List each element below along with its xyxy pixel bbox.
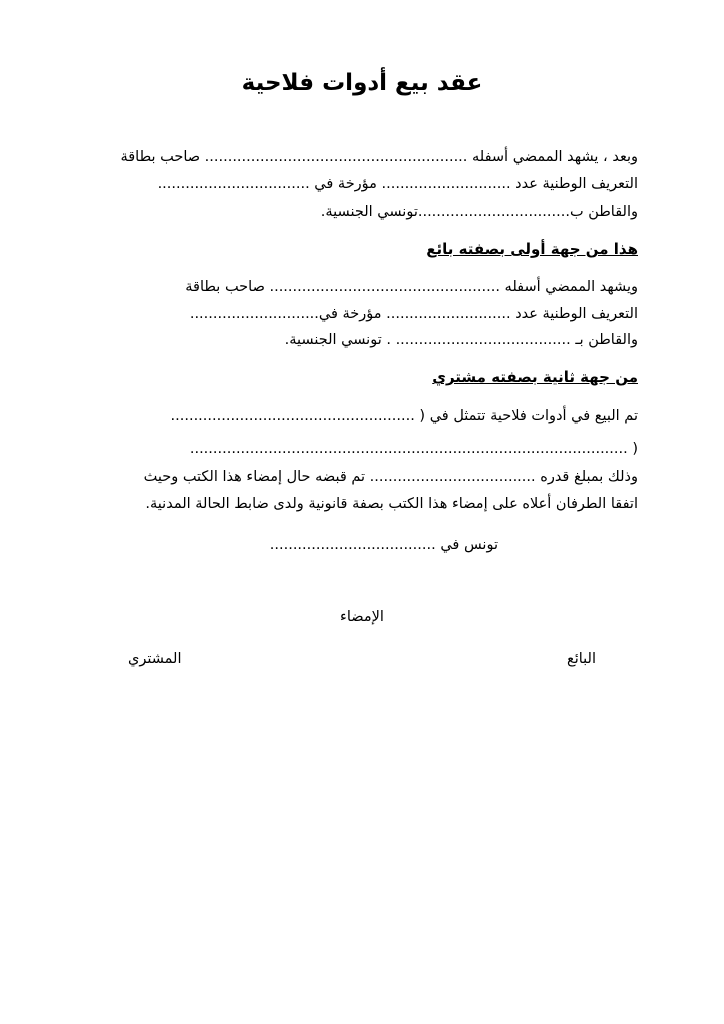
signature-label: الإمضاء: [340, 609, 384, 625]
document-title: عقد بيع أدوات فلاحية: [241, 70, 483, 96]
party1-line1: وبعد ، يشهد الممضي أسفله ......................................................... صاحب بطاقة: [120, 149, 638, 165]
party2-line1: ويشهد الممضي أسفله .................................................. صاحب بطاقة: [185, 279, 638, 295]
party2-line2: التعريف الوطنية عدد ........................... مؤرخة في............................: [189, 306, 638, 322]
sale-line2: ............................................................................................... ): [189, 441, 638, 457]
place-date-line: تونس في ....................................: [269, 537, 498, 553]
sale-line4: اتفقا الطرفان أعلاه على إمضاء هذا الكتب بصفة قانونية ولدى ضابط الحالة المدنية.: [145, 496, 638, 512]
buyer-signature-label: المشتري: [128, 651, 182, 667]
seller-heading: هذا من جهة أولى بصفته بائع: [426, 240, 638, 258]
party1-line3: والقاطن ب.................................تونسي الجنسية.: [320, 204, 638, 220]
buyer-heading: من جهة ثانية بصفته مشتري: [432, 368, 638, 386]
sale-line3: وذلك بمبلغ قدره .................................... تم قبضه حال إمضاء هذا الكتب وحيث: [143, 469, 638, 485]
party1-line2: التعريف الوطنية عدد ............................ مؤرخة في .................................: [157, 176, 638, 192]
party2-line3: والقاطن بـ ...................................... . تونسي الجنسية.: [284, 332, 638, 348]
sale-line1: تم البيع في أدوات فلاحية تتمثل في ( .....................................................: [170, 408, 638, 424]
seller-signature-label: البائع: [567, 651, 596, 667]
